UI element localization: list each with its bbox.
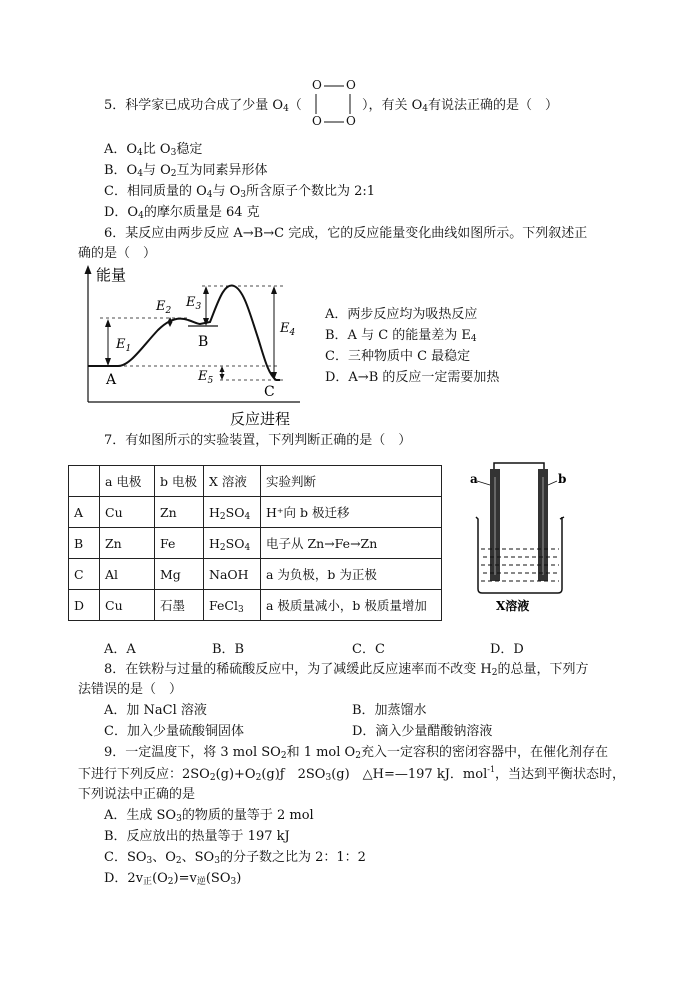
solution-caption: X溶液 xyxy=(496,599,530,613)
table-row xyxy=(69,528,442,559)
apparatus-wire xyxy=(494,463,544,485)
q7-option-a: A．A xyxy=(104,642,136,657)
label-e1: $E_1$ xyxy=(116,337,132,354)
q8-option-a: A．加 NaCl 溶液 xyxy=(104,703,207,718)
q8-stem-line2: 法错误的是（ ） xyxy=(78,682,183,697)
o4-atom-4: O xyxy=(346,114,356,128)
table-cell-key: B xyxy=(69,528,100,559)
table-cell-a: Al xyxy=(100,559,155,590)
q9-option-c: C．$SO_3$、$O_2$、$SO_3$的分子数之比为 2：1：2 xyxy=(104,850,366,866)
q9-option-b: B．反应放出的热量等于 197 kJ xyxy=(104,829,290,844)
o4-bonds xyxy=(306,78,362,130)
q6-option-b: B．A 与 C 的能量差为 $E_4$ xyxy=(325,328,477,344)
q5-option-d: D．$O_4$的摩尔质量是 64 克 xyxy=(104,205,260,221)
table-header-row xyxy=(69,466,442,497)
o4-structure xyxy=(306,78,362,130)
energy-diagram xyxy=(70,262,310,427)
q5-stem-tail: ），有关 $O_4$有说法正确的是（ ） xyxy=(362,98,559,114)
q8-option-d: D．滴入少量醋酸钠溶液 xyxy=(352,724,493,739)
table-cell-x: $H_2SO_4$ xyxy=(204,528,261,559)
table-cell-key: A xyxy=(69,497,100,528)
label-e5: $E_5$ xyxy=(198,369,214,386)
table-cell-b: Zn xyxy=(155,497,204,528)
energy-axis-x-label: 反应进程 xyxy=(230,410,291,427)
q5-option-c: C．相同质量的 $O_4$与 $O_3$所含原子个数比为 2:1 xyxy=(104,184,376,200)
table-cell-key: D xyxy=(69,590,100,621)
label-electrode-a: a xyxy=(470,472,478,486)
q6-option-a: A．两步反应均为吸热反应 xyxy=(325,307,478,322)
q8-option-c: C．加入少量硫酸铜固体 xyxy=(104,724,244,739)
label-electrode-b: b xyxy=(558,472,567,486)
table-cell-a: Cu xyxy=(100,497,155,528)
electrolysis-apparatus xyxy=(462,455,582,615)
table-cell-judgement: a 为负极，b 为正极 xyxy=(261,559,442,590)
q8-stem-line1: 8．在铁粉与过量的稀硫酸反应中，为了减缓此反应速率而不改变 $H_2$的总量，下列方 xyxy=(104,662,589,678)
label-point-c: C xyxy=(264,384,275,400)
label-point-b: B xyxy=(198,334,209,350)
o4-atom-1: O xyxy=(312,78,322,92)
table-row xyxy=(69,590,442,621)
table-header-cell: X 溶液 xyxy=(204,466,261,497)
q8-option-b: B．加蒸馏水 xyxy=(352,703,427,718)
energy-axis-y-label: 能量 xyxy=(96,266,127,284)
table-cell-judgement: H⁺向 b 极迁移 xyxy=(261,497,442,528)
table-cell-b: Mg xyxy=(155,559,204,590)
table-cell-judgement: a 极质量减小，b 极质量增加 xyxy=(261,590,442,621)
table-cell-b: 石墨 xyxy=(155,590,204,621)
table-header-cell: b 电极 xyxy=(155,466,204,497)
table-cell-judgement: 电子从 Zn→Fe→Zn xyxy=(261,528,442,559)
label-e3: $E_3$ xyxy=(186,295,202,312)
table-cell-b: Fe xyxy=(155,528,204,559)
o4-atom-3: O xyxy=(312,114,322,128)
table-cell-x: $H_2SO_4$ xyxy=(204,497,261,528)
table-cell-a: Cu xyxy=(100,590,155,621)
label-point-a: A xyxy=(106,372,117,388)
q7-option-d: D．D xyxy=(490,642,524,657)
table-header-cell xyxy=(69,466,100,497)
table-header-cell: a 电极 xyxy=(100,466,155,497)
q7-table xyxy=(68,465,442,621)
q9-option-a: A．生成 $SO_3$的物质的量等于 2 mol xyxy=(104,808,314,824)
q6-stem-line2: 确的是（ ） xyxy=(78,246,157,261)
table-row xyxy=(69,559,442,590)
label-e4: $E_4$ xyxy=(280,321,296,338)
table-row xyxy=(69,497,442,528)
beaker xyxy=(476,517,564,593)
q5-stem: 5．科学家已成功合成了少量 $O_4$（ xyxy=(104,98,302,114)
q5-option-a: A．$O_4$比 $O_3$稳定 xyxy=(104,142,203,158)
table-cell-x: NaOH xyxy=(204,559,261,590)
q9-stem-line1: 9．一定温度下，将 3 mol $SO_2$和 1 mol $O_2$充入一定容积的密闭容器中，在催化剂存在 xyxy=(104,745,608,761)
table-cell-a: Zn xyxy=(100,528,155,559)
q7-stem: 7．有如图所示的实验装置，下列判断正确的是（ ） xyxy=(104,433,412,448)
q6-option-c: C．三种物质中 C 最稳定 xyxy=(325,349,471,364)
q7-option-b: B．B xyxy=(212,642,245,657)
table-header-cell: 实验判断 xyxy=(261,466,442,497)
q9-stem-line2: 下进行下列反应：$2SO_2(g)+O_2(g)ƒ$ $2SO_3(g)$ △H=—197 kJ．mol$^{-1}$，当达到平衡状态时， xyxy=(78,765,626,783)
q9-stem-line3: 下列说法中正确的是 xyxy=(78,787,196,802)
q9-option-d: D．$2v_正(O_2)=v_逆(SO_3)$ xyxy=(104,871,242,887)
label-e2: $E_2$ xyxy=(156,299,172,316)
energy-axis-y-arrow xyxy=(85,265,92,274)
q5-option-b: B．$O_4$与 $O_2$互为同素异形体 xyxy=(104,163,268,179)
table-cell-x: FeCl$_3$ xyxy=(204,590,261,621)
q7-option-c: C．C xyxy=(352,642,385,657)
table-cell-key: C xyxy=(69,559,100,590)
q6-stem-line1: 6．某反应由两步反应 A→B→C 完成，它的反应能量变化曲线如图所示。下列叙述正 xyxy=(104,226,588,241)
q6-option-d: D．A→B 的反应一定需要加热 xyxy=(325,370,500,385)
o4-atom-2: O xyxy=(346,78,356,92)
